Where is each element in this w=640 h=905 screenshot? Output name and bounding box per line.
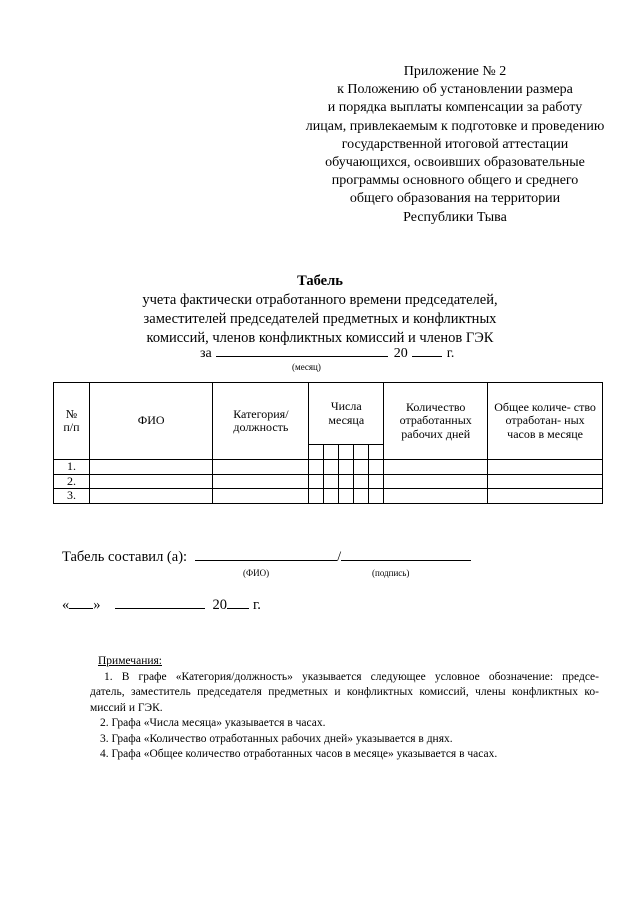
day-cell	[309, 445, 324, 460]
header-workdays: Количество отработанных рабочих дней	[384, 383, 488, 460]
cell[interactable]	[354, 460, 369, 475]
cell[interactable]	[213, 474, 309, 489]
day-blank[interactable]	[69, 596, 93, 609]
cell[interactable]	[324, 489, 339, 504]
header-fio: ФИО	[89, 383, 213, 460]
note-item-cont: миссий и ГЭК.	[90, 701, 163, 714]
title-line: заместителей председателей предметных и конфликтных	[143, 311, 497, 327]
title-heading: Табель	[297, 273, 343, 289]
header-days: Числа месяца	[309, 383, 384, 445]
open-quote: «	[62, 597, 70, 613]
row-number: 2.	[54, 474, 90, 489]
signature-hint: (подпись)	[372, 568, 410, 578]
appendix-line: программы основного общего и среднего	[331, 173, 579, 189]
cell[interactable]	[89, 489, 213, 504]
appendix-line: обучающихся, освоивших образовательные	[325, 155, 585, 171]
note-item: 3. Графа «Количество отработанных рабочих дней» указывается в днях.	[100, 732, 453, 745]
year-suffix: г.	[446, 346, 455, 361]
cell[interactable]	[384, 489, 488, 504]
header-hours: Общее количе- ство отработан- ных часов в месяце	[488, 383, 603, 460]
row-number: 1.	[54, 460, 90, 475]
fio-hint: (ФИО)	[243, 568, 270, 578]
date-line	[62, 596, 261, 614]
cell[interactable]	[324, 474, 339, 489]
cell[interactable]	[354, 489, 369, 504]
cell[interactable]	[339, 474, 354, 489]
day-cell	[339, 445, 354, 460]
period-line	[200, 344, 454, 362]
cell[interactable]	[488, 474, 603, 489]
notes-heading: Примечания:	[98, 655, 162, 667]
cell[interactable]	[309, 474, 324, 489]
appendix-line: и порядка выплаты компенсации за работу	[327, 100, 583, 116]
table-row	[54, 474, 603, 489]
compiled-by-line	[62, 548, 471, 566]
header-num: № п/п	[54, 383, 90, 460]
slash: /	[337, 549, 342, 565]
cell[interactable]	[89, 474, 213, 489]
cell[interactable]	[384, 460, 488, 475]
title-line: комиссий, членов конфликтных комиссий и членов ГЭК	[146, 330, 494, 346]
month-blank[interactable]	[216, 344, 388, 357]
close-quote: »	[93, 597, 101, 613]
appendix-line: общего образования на территории	[349, 191, 561, 207]
header-category: Категория/ должность	[213, 383, 309, 460]
appendix-line: Республики Тыва	[403, 209, 507, 225]
cell[interactable]	[488, 489, 603, 504]
cell[interactable]	[324, 460, 339, 475]
note-item: 1. В графе «Категория/должность» указывается следующее условное обозначение: предсе-	[104, 670, 599, 683]
cell[interactable]	[213, 489, 309, 504]
cell[interactable]	[213, 460, 309, 475]
za-label: за	[200, 346, 212, 361]
date-year-prefix: 20	[212, 597, 227, 613]
table-row	[54, 460, 603, 475]
appendix-line: государственной итоговой аттестации	[341, 136, 569, 152]
year-blank[interactable]	[412, 344, 442, 357]
cell[interactable]	[309, 460, 324, 475]
title-line: учета фактически отработанного времени председателей,	[142, 292, 498, 308]
compiled-by-label: Табель составил (а):	[62, 549, 188, 565]
day-cell	[354, 445, 369, 460]
year-prefix: 20	[393, 346, 408, 361]
timesheet-table	[53, 382, 603, 504]
signature-blank[interactable]	[341, 548, 471, 561]
cell[interactable]	[369, 474, 384, 489]
day-cell	[324, 445, 339, 460]
appendix-header	[250, 63, 640, 227]
day-cell	[369, 445, 384, 460]
note-item: 2. Графа «Числа месяца» указывается в часах.	[100, 717, 326, 729]
row-number: 3.	[54, 489, 90, 504]
table-row	[54, 489, 603, 504]
document-title	[0, 272, 640, 348]
cell[interactable]	[384, 474, 488, 489]
cell[interactable]	[369, 489, 384, 504]
cell[interactable]	[369, 460, 384, 475]
note-item-cont: датель, заместитель председателя предметных и конфликтных комиссий, члены конфликтных ко-	[90, 686, 599, 698]
cell[interactable]	[339, 460, 354, 475]
cell[interactable]	[354, 474, 369, 489]
appendix-line: лицам, привлекаемым к подготовке и проведению	[305, 118, 605, 134]
date-year-suffix: г.	[253, 597, 261, 613]
cell[interactable]	[89, 460, 213, 475]
year-blank[interactable]	[227, 596, 249, 609]
month-blank[interactable]	[115, 596, 205, 609]
fio-blank[interactable]	[195, 548, 337, 561]
appendix-line: Приложение № 2	[403, 64, 507, 79]
appendix-line: к Положению об установлении размера	[337, 82, 573, 98]
month-hint: (месяц)	[292, 362, 321, 372]
notes-section	[90, 654, 599, 763]
cell[interactable]	[339, 489, 354, 504]
cell[interactable]	[309, 489, 324, 504]
note-item: 4. Графа «Общее количество отработанных часов в месяце» указывается в часах.	[100, 748, 498, 760]
cell[interactable]	[488, 460, 603, 475]
